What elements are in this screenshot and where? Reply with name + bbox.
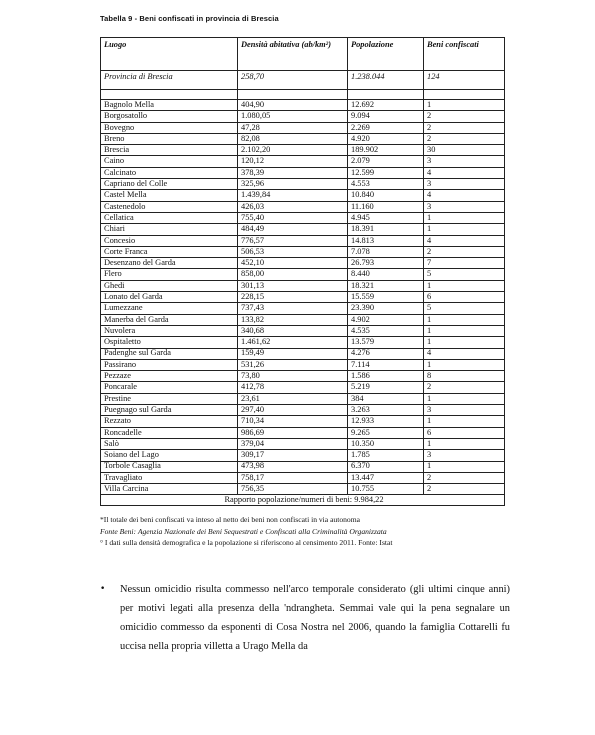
table-cell: 758,17 xyxy=(238,472,348,483)
table-row xyxy=(101,167,505,178)
table-row xyxy=(101,484,505,495)
table-cell: Cellatica xyxy=(101,212,238,223)
table-cell: 23,61 xyxy=(238,393,348,404)
table-cell: 473,98 xyxy=(238,461,348,472)
table-cell: 258,70 xyxy=(238,71,348,90)
table-cell: 133,82 xyxy=(238,314,348,325)
table-cell: 1 xyxy=(424,359,505,370)
table-cell: Concesio xyxy=(101,235,238,246)
table-caption: Tabella 9 - Beni confiscati in provincia di Brescia xyxy=(100,14,279,23)
table-cell: 3 xyxy=(424,450,505,461)
table-cell: Prestine xyxy=(101,393,238,404)
table-cell: 484,49 xyxy=(238,224,348,235)
table-row xyxy=(101,280,505,291)
table-cell: 1.785 xyxy=(348,450,424,461)
table-cell: 452,10 xyxy=(238,258,348,269)
table-cell: 2 xyxy=(424,111,505,122)
table-cell: 4 xyxy=(424,190,505,201)
table-cell: 23.390 xyxy=(348,303,424,314)
table-cell: 12.933 xyxy=(348,416,424,427)
table-cell: Pezzaze xyxy=(101,371,238,382)
table-cell: Capriano del Colle xyxy=(101,179,238,190)
table-cell: 73,80 xyxy=(238,371,348,382)
table-row xyxy=(101,133,505,144)
table-cell: 755,40 xyxy=(238,212,348,223)
table-row xyxy=(101,314,505,325)
table-row xyxy=(101,461,505,472)
table-cell: 4 xyxy=(424,167,505,178)
table-cell: Soiano del Lago xyxy=(101,450,238,461)
table-cell: 1 xyxy=(424,280,505,291)
table-cell: 2.102,20 xyxy=(238,145,348,156)
table-cell: 6 xyxy=(424,292,505,303)
confiscated-assets-table xyxy=(100,37,505,506)
table-cell: 1 xyxy=(424,224,505,235)
table-footer-row xyxy=(101,495,505,506)
table-cell: 10.840 xyxy=(348,190,424,201)
table-cell: 3 xyxy=(424,405,505,416)
table-cell: 5 xyxy=(424,303,505,314)
table-row xyxy=(101,427,505,438)
table-cell: Travagliato xyxy=(101,472,238,483)
table-cell: Ghedi xyxy=(101,280,238,291)
table-cell: 1.586 xyxy=(348,371,424,382)
table-cell: 82,08 xyxy=(238,133,348,144)
table-cell: 2 xyxy=(424,484,505,495)
table-cell: Ospitaletto xyxy=(101,337,238,348)
table-row xyxy=(101,337,505,348)
table-cell: Lumezzane xyxy=(101,303,238,314)
table-cell: Padenghe sul Garda xyxy=(101,348,238,359)
table-cell: 5 xyxy=(424,269,505,280)
table-cell: 756,35 xyxy=(238,484,348,495)
table-row xyxy=(101,145,505,156)
table-cell: 120,12 xyxy=(238,156,348,167)
table-cell: 710,34 xyxy=(238,416,348,427)
table-cell: 189.902 xyxy=(348,145,424,156)
table-cell: Poncarale xyxy=(101,382,238,393)
table-cell: 5.219 xyxy=(348,382,424,393)
table-row xyxy=(101,472,505,483)
table-cell: 1 xyxy=(424,393,505,404)
table-cell: 858,00 xyxy=(238,269,348,280)
table-row xyxy=(101,190,505,201)
table-cell: 4 xyxy=(424,348,505,359)
table-cell: 2 xyxy=(424,472,505,483)
header-densita: Densità abitativa (ab/km²) xyxy=(238,38,348,71)
bullet-paragraph xyxy=(100,580,510,656)
table-cell: 4 xyxy=(424,235,505,246)
table-cell: 4.945 xyxy=(348,212,424,223)
table-cell: 1.238.044 xyxy=(348,71,424,90)
note-total: *Il totale dei beni confiscati va inteso al netto dei beni non confiscati in via autonoma xyxy=(100,515,361,524)
table-cell: Rezzato xyxy=(101,416,238,427)
table-cell: Passirano xyxy=(101,359,238,370)
table-cell: 309,17 xyxy=(238,450,348,461)
note-census: ° I dati sulla densità demografica e la popolazione si riferiscono al censimento 2011. Fonte: Istat xyxy=(100,538,393,547)
table-cell: 2.079 xyxy=(348,156,424,167)
header-beni: Beni confiscati xyxy=(424,38,505,71)
table-cell: 4.535 xyxy=(348,325,424,336)
table-cell: Corte Franca xyxy=(101,246,238,257)
table-row xyxy=(101,303,505,314)
table-row xyxy=(101,122,505,133)
table-cell: 18.391 xyxy=(348,224,424,235)
table-cell: 6 xyxy=(424,427,505,438)
table-cell: 3 xyxy=(424,156,505,167)
table-cell: 384 xyxy=(348,393,424,404)
table-cell: 26.793 xyxy=(348,258,424,269)
table-cell: 404,90 xyxy=(238,100,348,111)
table-cell: 2 xyxy=(424,122,505,133)
table-cell: 1 xyxy=(424,461,505,472)
table-cell: 2 xyxy=(424,133,505,144)
table-cell: Nuvolera xyxy=(101,325,238,336)
ratio-footer: Rapporto popolazione/numeri di beni: 9.984,22 xyxy=(101,495,505,506)
table-cell: 3 xyxy=(424,179,505,190)
table-spacer-row xyxy=(101,90,505,100)
table-cell: 378,39 xyxy=(238,167,348,178)
table-cell: 8.440 xyxy=(348,269,424,280)
table-cell: 3 xyxy=(424,201,505,212)
table-cell: Provincia di Brescia xyxy=(101,71,238,90)
table-cell: 297,40 xyxy=(238,405,348,416)
table-cell: 13.447 xyxy=(348,472,424,483)
table-cell: Salò xyxy=(101,438,238,449)
table-row xyxy=(101,156,505,167)
table-row xyxy=(101,438,505,449)
table-row xyxy=(101,405,505,416)
table-row xyxy=(101,212,505,223)
table-cell: 4.553 xyxy=(348,179,424,190)
table-cell: 12.692 xyxy=(348,100,424,111)
province-row xyxy=(101,71,505,90)
table-row xyxy=(101,235,505,246)
table-cell: 340,68 xyxy=(238,325,348,336)
table-cell: Chiari xyxy=(101,224,238,235)
table-cell: Bovegno xyxy=(101,122,238,133)
table-cell: 1 xyxy=(424,325,505,336)
table-cell: Borgosatollo xyxy=(101,111,238,122)
table-cell: Desenzano del Garda xyxy=(101,258,238,269)
table-cell: 6.370 xyxy=(348,461,424,472)
table-cell: 159,49 xyxy=(238,348,348,359)
table-cell: 506,53 xyxy=(238,246,348,257)
table-row xyxy=(101,416,505,427)
table-cell: 1 xyxy=(424,100,505,111)
table-cell: Villa Carcina xyxy=(101,484,238,495)
table-cell: 18.321 xyxy=(348,280,424,291)
table-cell: 1.080,05 xyxy=(238,111,348,122)
table-row xyxy=(101,393,505,404)
table-cell: Puegnago sul Garda xyxy=(101,405,238,416)
table-row xyxy=(101,359,505,370)
table-cell: 4.920 xyxy=(348,133,424,144)
table-row xyxy=(101,100,505,111)
table-cell: Roncadelle xyxy=(101,427,238,438)
table-cell: Torbole Casaglia xyxy=(101,461,238,472)
note-source: Fonte Beni: Agenzia Nazionale dei Beni Sequestrati e Confiscati alla Criminalità Organizzata xyxy=(100,526,387,536)
table-cell: 13.579 xyxy=(348,337,424,348)
table-row xyxy=(101,224,505,235)
table-cell: 412,78 xyxy=(238,382,348,393)
table-cell: 7.078 xyxy=(348,246,424,257)
table-cell: Bagnolo Mella xyxy=(101,100,238,111)
table-cell: Breno xyxy=(101,133,238,144)
table-cell: 10.755 xyxy=(348,484,424,495)
table-row xyxy=(101,450,505,461)
bullet-icon: • xyxy=(100,584,106,594)
table-cell: 737,43 xyxy=(238,303,348,314)
table-cell: 776,57 xyxy=(238,235,348,246)
table-cell: 11.160 xyxy=(348,201,424,212)
table-cell: Calcinato xyxy=(101,167,238,178)
table-cell: 15.559 xyxy=(348,292,424,303)
table-cell: 228,15 xyxy=(238,292,348,303)
table-cell: 325,96 xyxy=(238,179,348,190)
paragraph-text: Nessun omicidio risulta commesso nell'arco temporale considerato (gli ultimi cinque anni) per motivi legati alla presenza della 'ndrangheta. Semmai vale qui la pena segnalare un omicidio commesso da esponenti di Cosa Nostra nel 2006, quando la famiglia Cottarelli fu uccisa nella propria villetta a Urago Mella da xyxy=(120,584,510,652)
table-cell: 7 xyxy=(424,258,505,269)
table-notes xyxy=(100,514,504,549)
table-cell: 301,13 xyxy=(238,280,348,291)
table-row xyxy=(101,371,505,382)
table-cell: 1 xyxy=(424,416,505,427)
table-cell: 4.276 xyxy=(348,348,424,359)
table-cell: 14.813 xyxy=(348,235,424,246)
table-cell: 47,28 xyxy=(238,122,348,133)
table-cell: 2.269 xyxy=(348,122,424,133)
table-header-row xyxy=(101,38,505,71)
table-cell: 986,69 xyxy=(238,427,348,438)
table-row xyxy=(101,382,505,393)
table-cell: 124 xyxy=(424,71,505,90)
table-cell: 1 xyxy=(424,337,505,348)
table-row xyxy=(101,246,505,257)
table-cell: 10.350 xyxy=(348,438,424,449)
table-row xyxy=(101,201,505,212)
table-cell: Lonato del Garda xyxy=(101,292,238,303)
table-cell: 531,26 xyxy=(238,359,348,370)
header-popolazione: Popolazione xyxy=(348,38,424,71)
table-cell: 9.265 xyxy=(348,427,424,438)
table-row xyxy=(101,325,505,336)
table-cell: Caino xyxy=(101,156,238,167)
table-cell: 1 xyxy=(424,438,505,449)
table-cell: 426,03 xyxy=(238,201,348,212)
table-row xyxy=(101,292,505,303)
table-cell: 2 xyxy=(424,246,505,257)
table-cell: 1 xyxy=(424,314,505,325)
table-cell: 7.114 xyxy=(348,359,424,370)
table-cell: 12.599 xyxy=(348,167,424,178)
table-cell: 9.094 xyxy=(348,111,424,122)
table-cell: 2 xyxy=(424,382,505,393)
table-row xyxy=(101,111,505,122)
table-cell: Flero xyxy=(101,269,238,280)
table-cell: 4.902 xyxy=(348,314,424,325)
table-row xyxy=(101,348,505,359)
table-row xyxy=(101,258,505,269)
table-cell: 379,04 xyxy=(238,438,348,449)
table-cell: 30 xyxy=(424,145,505,156)
table-row xyxy=(101,269,505,280)
table-cell: Brescia xyxy=(101,145,238,156)
table-cell: 3.263 xyxy=(348,405,424,416)
table-cell: 1 xyxy=(424,212,505,223)
table-row xyxy=(101,179,505,190)
table-cell: 8 xyxy=(424,371,505,382)
table-cell: Manerba del Garda xyxy=(101,314,238,325)
table-cell: 1.461,62 xyxy=(238,337,348,348)
table-cell: Castel Mella xyxy=(101,190,238,201)
table-cell: 1.439,84 xyxy=(238,190,348,201)
header-luogo: Luogo xyxy=(101,38,238,71)
table-cell: Castenedolo xyxy=(101,201,238,212)
